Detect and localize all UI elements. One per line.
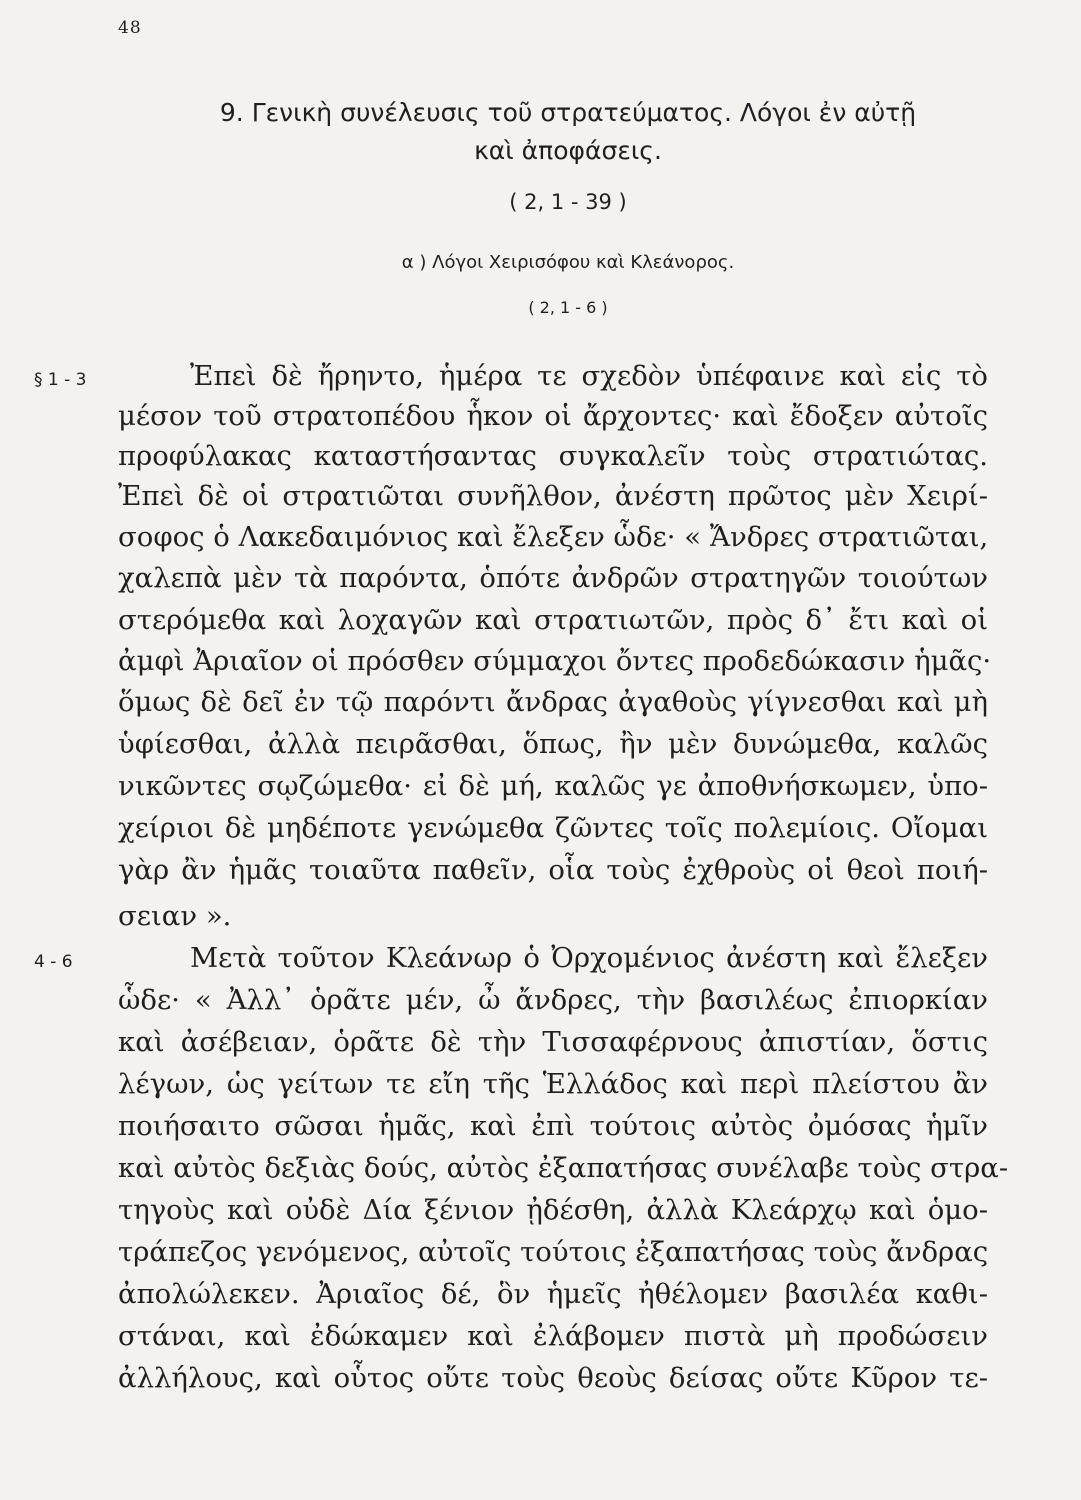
text-line: στερόμεθα καὶ λοχαγῶν καὶ στρατιωτῶν, πρὸς δ᾽ ἔτι καὶ οἱ bbox=[118, 604, 988, 636]
text-line: σειαν ». bbox=[118, 900, 232, 932]
text-line: ὑφίεσθαι, ἀλλὰ πειρᾶσθαι, ὅπως, ἢν μὲν δυνώμεθα, καλῶς bbox=[118, 728, 988, 760]
text-line: σοφος ὁ Λακεδαιμόνιος καὶ ἔλεξεν ὧδε· « Ἄνδρες στρατιῶται, bbox=[118, 521, 989, 553]
chapter-title-line-2: καὶ ἀποφάσεις. bbox=[474, 136, 662, 165]
text-line: γὰρ ἂν ἡμᾶς τοιαῦτα παθεῖν, οἷα τοὺς ἐχθροὺς οἱ θεοὶ ποιή- bbox=[118, 854, 988, 886]
text-line: Ἐπεὶ δὲ οἱ στρατιῶται συνῆλθον, ἀνέστη πρῶτος μὲν Χειρί- bbox=[118, 480, 988, 512]
text-line: Μετὰ τοῦτον Κλεάνωρ ὁ Ὀρχομένιος ἀνέστη καὶ ἔλεξεν bbox=[190, 942, 988, 974]
text-line: χαλεπὰ μὲν τὰ παρόντα, ὁπότε ἀνδρῶν στρατηγῶν τοιούτων bbox=[118, 562, 988, 594]
text-line: στάναι, καὶ ἐδώκαμεν καὶ ἐλάβομεν πιστὰ μὴ προδώσειν bbox=[118, 1320, 988, 1352]
margin-reference: 4 - 6 bbox=[34, 952, 73, 972]
text-line: καὶ ἀσέβειαν, ὁρᾶτε δὲ τὴν Τισσαφέρνους ἀπιστίαν, ὅστις bbox=[118, 1026, 988, 1058]
text-line: τράπεζος γενόμενος, αὐτοῖς τούτοις ἐξαπατήσας τοὺς ἄνδρας bbox=[118, 1236, 989, 1268]
section-reference: ( 2, 1 - 6 ) bbox=[528, 298, 608, 317]
text-line: ποιήσαιτο σῶσαι ἡμᾶς, καὶ ἐπὶ τούτοις αὐτὸς ὀμόσας ἡμῖν bbox=[118, 1110, 988, 1142]
text-line: Ἐπεὶ δὲ ἤρηντο, ἡμέρα τε σχεδὸν ὑπέφαινε καὶ εἰς τὸ bbox=[190, 360, 988, 392]
text-line: ἀπολώλεκεν. Ἀριαῖος δέ, ὃν ἡμεῖς ἠθέλομεν βασιλέα καθι- bbox=[118, 1278, 988, 1310]
section-subtitle: α ) Λόγοι Χειρισόφου καὶ Κλεάνορος. bbox=[401, 252, 735, 273]
text-line: ἀμφὶ Ἀριαῖον οἱ πρόσθεν σύμμαχοι ὄντες προδεδώκασιν ἡμᾶς· bbox=[118, 645, 992, 677]
margin-reference: § 1 - 3 bbox=[34, 370, 87, 390]
text-line: ἀλλήλους, καὶ οὗτος οὔτε τοὺς θεοὺς δείσας οὔτε Κῦρον τε- bbox=[118, 1362, 988, 1394]
chapter-reference: ( 2, 1 - 39 ) bbox=[509, 190, 627, 214]
text-line: νικῶντες σῳζώμεθα· εἰ δὲ μή, καλῶς γε ἀποθνήσκωμεν, ὑπο- bbox=[118, 770, 988, 802]
text-line: καὶ αὐτὸς δεξιὰς δούς, αὐτὸς ἐξαπατήσας συνέλαβε τοὺς στρα- bbox=[118, 1152, 1009, 1184]
text-line: ὅμως δὲ δεῖ ἐν τῷ παρόντι ἄνδρας ἀγαθοὺς γίγνεσθαι καὶ μὴ bbox=[118, 686, 988, 718]
chapter-title-line-1: 9. Γενικὴ συνέλευσις τοῦ στρατεύματος. Λόγοι ἐν αὐτῇ bbox=[219, 98, 917, 127]
text-line: τηγοὺς καὶ οὐδὲ Δία ξένιον ᾐδέσθη, ἀλλὰ Κλεάρχῳ καὶ ὁμο- bbox=[118, 1194, 988, 1226]
page-number: 48 bbox=[118, 18, 142, 38]
text-line: μέσον τοῦ στρατοπέδου ἧκον οἱ ἄρχοντες· καὶ ἔδοξεν αὐτοῖς bbox=[118, 400, 988, 432]
text-line: προφύλακας καταστήσαντας συγκαλεῖν τοὺς στρατιώτας. bbox=[118, 440, 988, 472]
text-line: χείριοι δὲ μηδέποτε γενώμεθα ζῶντες τοῖς πολεμίοις. Οἴομαι bbox=[118, 812, 988, 844]
text-line: λέγων, ὡς γείτων τε εἴη τῆς Ἑλλάδος καὶ περὶ πλείστου ἂν bbox=[118, 1068, 988, 1100]
text-line: ὧδε· « Ἀλλ᾽ ὁρᾶτε μέν, ὦ ἄνδρες, τὴν βασιλέως ἐπιορκίαν bbox=[118, 984, 988, 1016]
